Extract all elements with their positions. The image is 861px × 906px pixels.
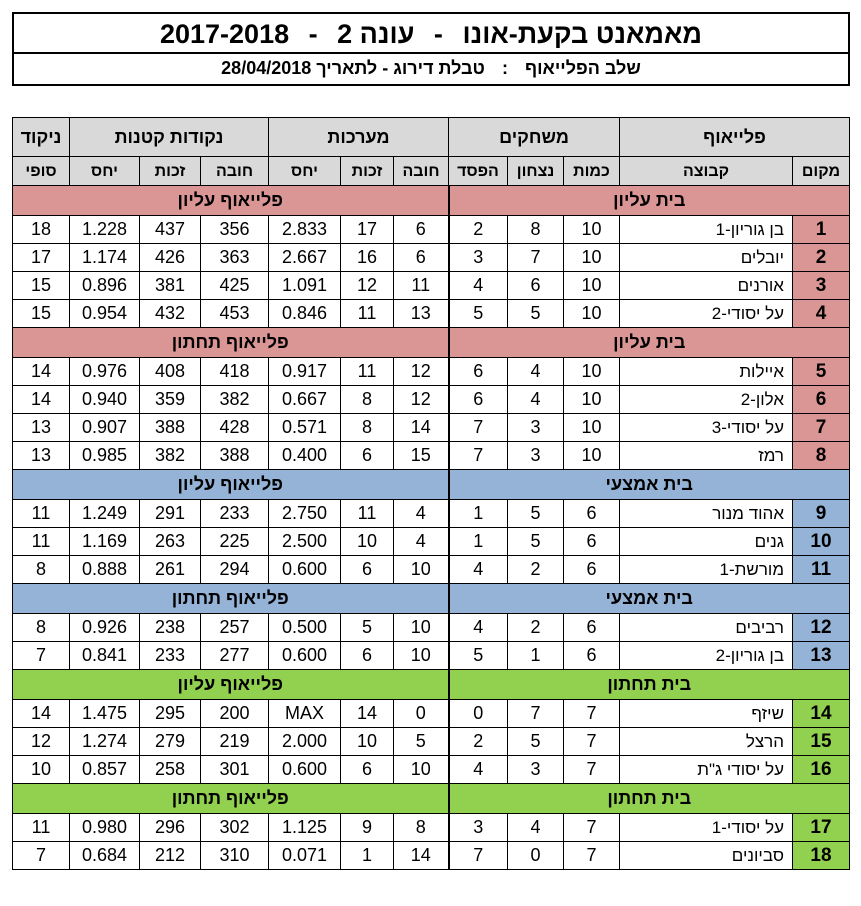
points-for-cell: 453 (201, 300, 269, 328)
final-score-cell: 8 (13, 614, 70, 642)
sets-ratio-header: יחס (269, 157, 341, 186)
games-count-cell: 10 (564, 386, 620, 414)
small-points-header: נקודות קטנות (70, 118, 269, 157)
points-against-cell: 408 (140, 358, 201, 386)
points-for-cell: 219 (201, 728, 269, 756)
points-ratio-cell: 0.976 (70, 358, 140, 386)
sets-against-cell: 6 (341, 642, 394, 670)
wins-cell: 0 (508, 842, 564, 870)
wins-cell: 5 (508, 728, 564, 756)
wins-cell: 3 (508, 442, 564, 470)
rank-cell: 13 (793, 642, 850, 670)
final-score-cell: 14 (13, 386, 70, 414)
points-for-cell: 363 (201, 244, 269, 272)
sets-for-cell: 13 (394, 300, 449, 328)
house-label: בית עליון (449, 186, 850, 216)
team-cell: מורשת-1 (620, 556, 793, 584)
rank-cell: 15 (793, 728, 850, 756)
games-count-cell: 10 (564, 300, 620, 328)
wins-cell: 5 (508, 528, 564, 556)
rank-cell: 6 (793, 386, 850, 414)
rank-cell: 7 (793, 414, 850, 442)
sets-for-cell: 8 (394, 814, 449, 842)
wins-cell: 7 (508, 244, 564, 272)
sets-for-cell: 10 (394, 556, 449, 584)
points-against-cell: 212 (140, 842, 201, 870)
points-ratio-cell: 0.980 (70, 814, 140, 842)
group-header-row (13, 186, 850, 216)
final-score-cell: 14 (13, 358, 70, 386)
points-against-cell: 258 (140, 756, 201, 784)
stage-label: שלב הפלייאוף (524, 58, 641, 78)
team-cell: גנים (620, 528, 793, 556)
games-count-cell: 10 (564, 414, 620, 442)
table-row (13, 756, 850, 784)
wins-cell: 8 (508, 216, 564, 244)
rank-cell: 11 (793, 556, 850, 584)
wins-header: נצחון (508, 157, 564, 186)
points-for-cell: 428 (201, 414, 269, 442)
points-for-cell: 388 (201, 442, 269, 470)
sets-ratio-cell: 0.917 (269, 358, 341, 386)
sets-header: מערכות (269, 118, 449, 157)
losses-cell: 7 (449, 842, 508, 870)
team-cell: אורנים (620, 272, 793, 300)
losses-cell: 7 (449, 442, 508, 470)
points-against-cell: 359 (140, 386, 201, 414)
playoff-label: פלייאוף תחתון (13, 784, 449, 814)
games-count-cell: 6 (564, 642, 620, 670)
rank-cell: 16 (793, 756, 850, 784)
rank-cell: 17 (793, 814, 850, 842)
points-ratio-cell: 0.940 (70, 386, 140, 414)
team-cell: על יסודי-3 (620, 414, 793, 442)
losses-cell: 3 (449, 244, 508, 272)
sets-for-cell: 15 (394, 442, 449, 470)
sets-ratio-cell: 0.500 (269, 614, 341, 642)
points-against-cell: 437 (140, 216, 201, 244)
points-against-cell: 263 (140, 528, 201, 556)
games-count-cell: 7 (564, 756, 620, 784)
points-for-cell: 200 (201, 700, 269, 728)
stage-date: טבלת דירוג - לתאריך 28/04/2018 (221, 58, 485, 78)
losses-cell: 4 (449, 756, 508, 784)
games-count-cell: 6 (564, 500, 620, 528)
sets-against-cell: 1 (341, 842, 394, 870)
sets-ratio-cell: 0.571 (269, 414, 341, 442)
sets-ratio-cell: 0.400 (269, 442, 341, 470)
team-cell: רמז (620, 442, 793, 470)
points-for-cell: 225 (201, 528, 269, 556)
rank-cell: 18 (793, 842, 850, 870)
points-ratio-cell: 0.684 (70, 842, 140, 870)
table-row (13, 500, 850, 528)
group-header-row (13, 470, 850, 500)
final-score-cell: 15 (13, 300, 70, 328)
house-label: בית תחתון (449, 670, 850, 700)
losses-cell: 5 (449, 642, 508, 670)
games-count-cell: 6 (564, 614, 620, 642)
final-score-cell: 13 (13, 414, 70, 442)
header-row-1 (13, 118, 850, 157)
team-cell: איילות (620, 358, 793, 386)
table-row (13, 642, 850, 670)
wins-cell: 4 (508, 386, 564, 414)
points-ratio-cell: 1.274 (70, 728, 140, 756)
points-ratio-cell: 1.228 (70, 216, 140, 244)
points-ratio-cell: 0.954 (70, 300, 140, 328)
team-cell: אהוד מנור (620, 500, 793, 528)
group-header-row (13, 328, 850, 358)
losses-cell: 4 (449, 614, 508, 642)
table-row (13, 700, 850, 728)
table-row (13, 442, 850, 470)
title-dash-1: - (433, 19, 443, 49)
title-dash-2: - (308, 19, 318, 49)
sets-for-cell: 4 (394, 500, 449, 528)
title-line-1 (14, 14, 848, 54)
standings-table (12, 117, 850, 870)
table-row (13, 244, 850, 272)
points-against-cell: 295 (140, 700, 201, 728)
house-label: בית אמצעי (449, 584, 850, 614)
games-count-cell: 6 (564, 528, 620, 556)
wins-cell: 2 (508, 556, 564, 584)
points-against-cell: 261 (140, 556, 201, 584)
group-header-row (13, 670, 850, 700)
rank-cell: 2 (793, 244, 850, 272)
losses-cell: 0 (449, 700, 508, 728)
final-score-cell: 14 (13, 700, 70, 728)
sets-ratio-cell: 0.600 (269, 642, 341, 670)
sets-ratio-cell: 2.750 (269, 500, 341, 528)
team-header: קבוצה (620, 157, 793, 186)
wins-cell: 2 (508, 614, 564, 642)
team-cell: על יסודי-1 (620, 814, 793, 842)
sets-against-cell: 12 (341, 272, 394, 300)
table-row (13, 300, 850, 328)
wins-cell: 7 (508, 700, 564, 728)
table-row (13, 528, 850, 556)
losses-cell: 1 (449, 500, 508, 528)
games-count-cell: 10 (564, 358, 620, 386)
house-label: בית תחתון (449, 784, 850, 814)
group-header-row (13, 584, 850, 614)
points-ratio-cell: 1.249 (70, 500, 140, 528)
season-years: 2017-2018 (159, 19, 290, 49)
final-score-cell: 18 (13, 216, 70, 244)
sets-for-cell: 6 (394, 244, 449, 272)
team-cell: הרצל (620, 728, 793, 756)
points-ratio-cell: 0.985 (70, 442, 140, 470)
sets-against-cell: 10 (341, 528, 394, 556)
team-cell: שיזף (620, 700, 793, 728)
table-row (13, 842, 850, 870)
playoff-label: פלייאוף תחתון (13, 584, 449, 614)
points-for-cell: 356 (201, 216, 269, 244)
wins-cell: 1 (508, 642, 564, 670)
table-row (13, 814, 850, 842)
table-row (13, 556, 850, 584)
rank-cell: 1 (793, 216, 850, 244)
wins-cell: 6 (508, 272, 564, 300)
playoff-label: פלייאוף עליון (13, 186, 449, 216)
sets-ratio-cell: 2.833 (269, 216, 341, 244)
sets-against-cell: 5 (341, 614, 394, 642)
rank-header: מקום (793, 157, 850, 186)
sets-for-cell: 12 (394, 386, 449, 414)
house-label: בית אמצעי (449, 470, 850, 500)
sets-ratio-cell: 1.125 (269, 814, 341, 842)
points-against-cell: 238 (140, 614, 201, 642)
final-score-cell: 10 (13, 756, 70, 784)
sets-ratio-cell: 2.500 (269, 528, 341, 556)
rank-cell: 10 (793, 528, 850, 556)
points-for-cell: 382 (201, 386, 269, 414)
team-cell: רביבים (620, 614, 793, 642)
sets-against-header: זכות (341, 157, 394, 186)
games-count-cell: 10 (564, 216, 620, 244)
points-against-cell: 291 (140, 500, 201, 528)
games-header: משחקים (449, 118, 620, 157)
team-cell: אלון-2 (620, 386, 793, 414)
points-against-cell: 382 (140, 442, 201, 470)
score-header: ניקוד (13, 118, 70, 157)
wins-cell: 3 (508, 756, 564, 784)
rank-cell: 14 (793, 700, 850, 728)
points-ratio-cell: 0.888 (70, 556, 140, 584)
final-score-cell: 11 (13, 500, 70, 528)
games-count-cell: 6 (564, 556, 620, 584)
season-label: עונה 2 (337, 19, 415, 49)
sets-for-cell: 14 (394, 842, 449, 870)
rank-cell: 12 (793, 614, 850, 642)
team-cell: יובלים (620, 244, 793, 272)
playoff-header: פלייאוף (620, 118, 850, 157)
sets-for-cell: 6 (394, 216, 449, 244)
sets-for-cell: 10 (394, 756, 449, 784)
final-score-cell: 8 (13, 556, 70, 584)
losses-header: הפסד (449, 157, 508, 186)
wins-cell: 3 (508, 414, 564, 442)
sets-for-cell: 5 (394, 728, 449, 756)
team-cell: בן גוריון-1 (620, 216, 793, 244)
losses-cell: 2 (449, 216, 508, 244)
sets-for-cell: 4 (394, 528, 449, 556)
wins-cell: 5 (508, 500, 564, 528)
losses-cell: 4 (449, 272, 508, 300)
points-for-cell: 418 (201, 358, 269, 386)
losses-cell: 5 (449, 300, 508, 328)
points-against-header: זכות (140, 157, 201, 186)
games-count-cell: 10 (564, 244, 620, 272)
group-header-row (13, 784, 850, 814)
points-ratio-header: יחס (70, 157, 140, 186)
points-for-cell: 425 (201, 272, 269, 300)
sets-ratio-cell: 0.071 (269, 842, 341, 870)
sets-ratio-cell: 0.846 (269, 300, 341, 328)
rank-cell: 9 (793, 500, 850, 528)
points-ratio-cell: 0.841 (70, 642, 140, 670)
rank-cell: 3 (793, 272, 850, 300)
final-score-cell: 17 (13, 244, 70, 272)
rank-cell: 5 (793, 358, 850, 386)
sets-ratio-cell: MAX (269, 700, 341, 728)
playoff-label: פלייאוף תחתון (13, 328, 449, 358)
final-score-cell: 7 (13, 842, 70, 870)
sets-ratio-cell: 1.091 (269, 272, 341, 300)
losses-cell: 6 (449, 358, 508, 386)
sets-for-cell: 12 (394, 358, 449, 386)
table-row (13, 414, 850, 442)
title-line-2 (14, 54, 848, 84)
final-score-cell: 12 (13, 728, 70, 756)
sets-against-cell: 8 (341, 414, 394, 442)
points-for-cell: 257 (201, 614, 269, 642)
points-for-cell: 302 (201, 814, 269, 842)
points-against-cell: 279 (140, 728, 201, 756)
sets-against-cell: 11 (341, 500, 394, 528)
losses-cell: 1 (449, 528, 508, 556)
points-against-cell: 381 (140, 272, 201, 300)
points-ratio-cell: 1.169 (70, 528, 140, 556)
sets-ratio-cell: 0.600 (269, 556, 341, 584)
losses-cell: 7 (449, 414, 508, 442)
points-ratio-cell: 0.926 (70, 614, 140, 642)
sets-against-cell: 14 (341, 700, 394, 728)
sets-against-cell: 6 (341, 442, 394, 470)
table-row (13, 728, 850, 756)
wins-cell: 4 (508, 814, 564, 842)
sets-against-cell: 17 (341, 216, 394, 244)
wins-cell: 4 (508, 358, 564, 386)
points-ratio-cell: 0.907 (70, 414, 140, 442)
games-count-cell: 7 (564, 700, 620, 728)
playoff-label: פלייאוף עליון (13, 470, 449, 500)
points-for-cell: 310 (201, 842, 269, 870)
league-name: מאמאנט בקעת-אונו (462, 19, 703, 49)
sets-against-cell: 8 (341, 386, 394, 414)
sets-against-cell: 11 (341, 358, 394, 386)
sets-for-cell: 14 (394, 414, 449, 442)
sets-for-cell: 10 (394, 642, 449, 670)
games-count-cell: 7 (564, 842, 620, 870)
team-cell: על יסודי-2 (620, 300, 793, 328)
team-cell: סביונים (620, 842, 793, 870)
header-row-2 (13, 157, 850, 186)
sets-ratio-cell: 0.600 (269, 756, 341, 784)
standings-body (13, 118, 850, 870)
rank-cell: 4 (793, 300, 850, 328)
points-for-cell: 277 (201, 642, 269, 670)
title-box (12, 12, 850, 86)
house-label: בית עליון (449, 328, 850, 358)
losses-cell: 6 (449, 386, 508, 414)
final-score-cell: 13 (13, 442, 70, 470)
team-cell: על יסודי ג"ת (620, 756, 793, 784)
wins-cell: 5 (508, 300, 564, 328)
table-row (13, 272, 850, 300)
final-score-cell: 11 (13, 814, 70, 842)
sets-against-cell: 6 (341, 556, 394, 584)
final-score-cell: 7 (13, 642, 70, 670)
losses-cell: 3 (449, 814, 508, 842)
points-against-cell: 432 (140, 300, 201, 328)
sets-against-cell: 16 (341, 244, 394, 272)
table-row (13, 386, 850, 414)
title-colon: : (501, 58, 508, 78)
final-score-cell: 11 (13, 528, 70, 556)
rank-cell: 8 (793, 442, 850, 470)
points-against-cell: 296 (140, 814, 201, 842)
sets-for-cell: 10 (394, 614, 449, 642)
table-row (13, 358, 850, 386)
points-against-cell: 233 (140, 642, 201, 670)
sets-ratio-cell: 0.667 (269, 386, 341, 414)
final-score-cell: 15 (13, 272, 70, 300)
table-row (13, 614, 850, 642)
sets-against-cell: 11 (341, 300, 394, 328)
points-against-cell: 388 (140, 414, 201, 442)
sets-against-cell: 6 (341, 756, 394, 784)
points-for-header: חובה (201, 157, 269, 186)
sets-for-header: חובה (394, 157, 449, 186)
sets-ratio-cell: 2.000 (269, 728, 341, 756)
games-count-cell: 7 (564, 728, 620, 756)
table-row (13, 216, 850, 244)
sets-ratio-cell: 2.667 (269, 244, 341, 272)
points-ratio-cell: 0.857 (70, 756, 140, 784)
points-ratio-cell: 1.174 (70, 244, 140, 272)
points-for-cell: 301 (201, 756, 269, 784)
final-header: סופי (13, 157, 70, 186)
points-ratio-cell: 0.896 (70, 272, 140, 300)
points-against-cell: 426 (140, 244, 201, 272)
losses-cell: 4 (449, 556, 508, 584)
sets-for-cell: 0 (394, 700, 449, 728)
losses-cell: 2 (449, 728, 508, 756)
games-count-cell: 7 (564, 814, 620, 842)
playoff-label: פלייאוף עליון (13, 670, 449, 700)
sets-for-cell: 11 (394, 272, 449, 300)
sets-against-cell: 9 (341, 814, 394, 842)
count-header: כמות (564, 157, 620, 186)
sets-against-cell: 10 (341, 728, 394, 756)
points-for-cell: 294 (201, 556, 269, 584)
games-count-cell: 10 (564, 442, 620, 470)
points-for-cell: 233 (201, 500, 269, 528)
games-count-cell: 10 (564, 272, 620, 300)
points-ratio-cell: 1.475 (70, 700, 140, 728)
team-cell: בן גוריון-2 (620, 642, 793, 670)
